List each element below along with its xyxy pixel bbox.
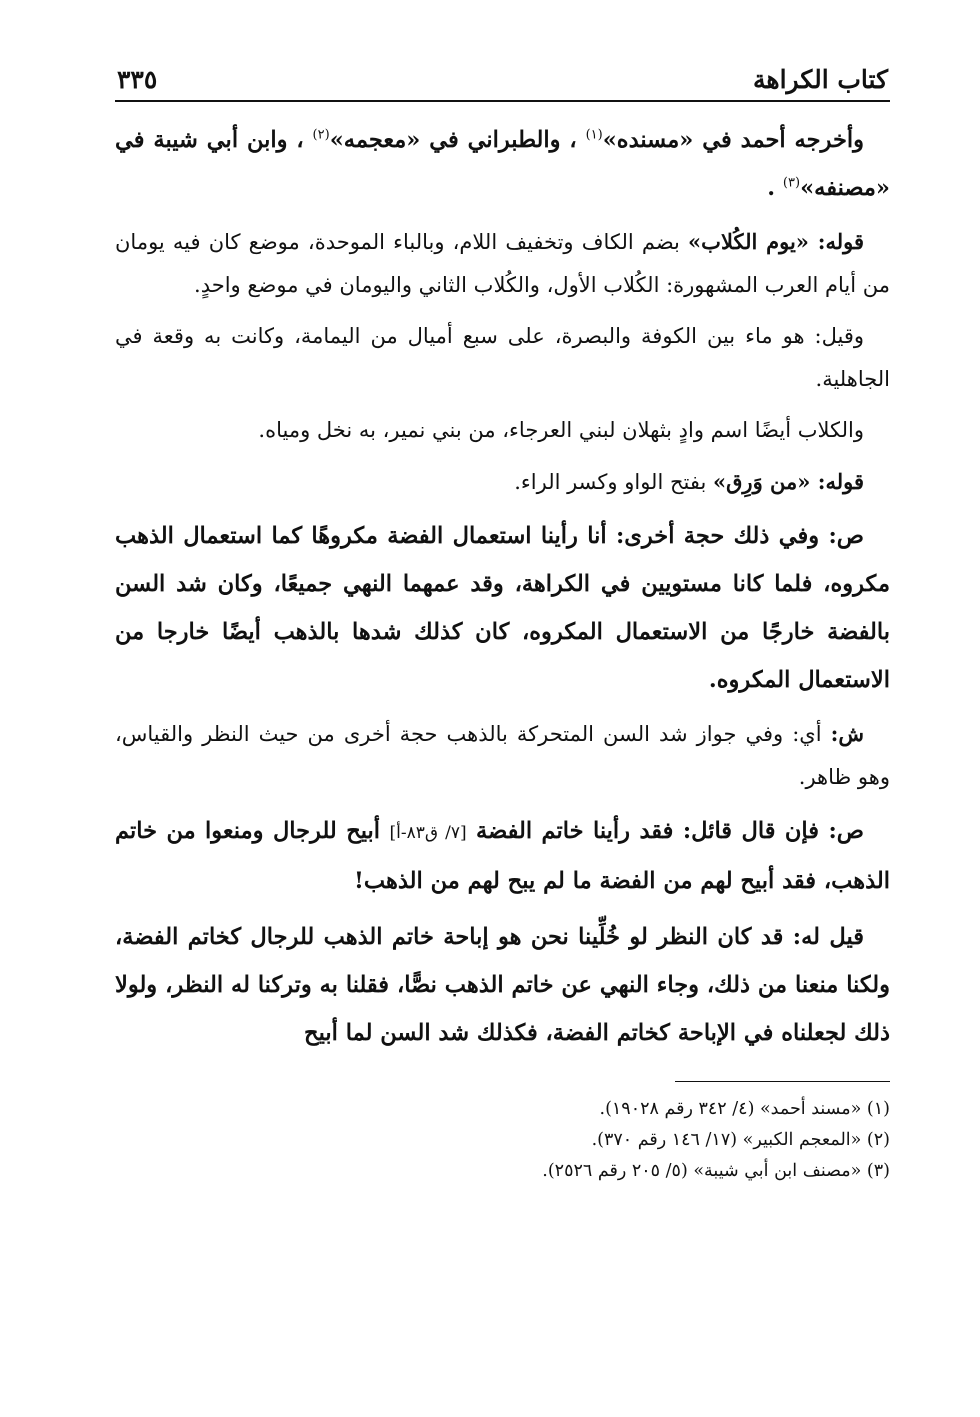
paragraph-sad-2 (115, 807, 890, 905)
paragraph-lead: ص: (828, 523, 864, 549)
running-header (115, 50, 890, 100)
page-number: ٣٣٥ (117, 65, 158, 94)
footnote-1: (١) «مسند أحمد» (٤/ ٣٤٢ رقم ١٩٠٢٨). (599, 1099, 890, 1119)
paragraph-text: والكلاب أيضًا اسم وادٍ بثهلان لبني العرجاء، من بني نمير، به نخل ومياه. (258, 418, 864, 442)
paragraph-text: أي: وفي جواز شد السن المتحركة بالذهب حجة أخرى من حيث النظر والقياس، وهو ظاهر. (115, 722, 890, 789)
header-rule (115, 100, 890, 102)
paragraph-sad-1 (115, 512, 890, 704)
manuscript-reference: [٧/ ق٨٣-أ] (389, 823, 467, 843)
paragraph-text: ، والطبراني في «معجمه» (329, 127, 577, 153)
paragraph-lead: قوله: «من وَرِق» (713, 469, 864, 494)
book-title: كتاب الكراهة (753, 65, 888, 94)
paragraph-shin (115, 712, 890, 799)
footnote-marker: (٣) (782, 175, 801, 191)
paragraph-text: وفي ذلك حجة أخرى: أنا رأينا استعمال الفضة مكروهًا كما استعمال الذهب مكروه، فلما كانا مستويين في الكراهة، وقد عمهما النهي جميعًا، وكان شد السن بالفضة خارجًا من الاستعمال المكروه، كان كذلك شدها بالذهب أيضًا خارجا من الاستعمال المكروه. (115, 523, 890, 693)
paragraph-text: وأخرجه أحمد في «مسنده» (602, 127, 864, 153)
paragraph-lead: ص: (828, 818, 865, 844)
paragraph-text: وقيل: هو ماء بين الكوفة والبصرة، على سبع أميال من اليمامة، وكانت به وقعة في الجاهلية. (115, 324, 890, 391)
paragraph-wa-qila (115, 315, 890, 401)
paragraph-text: . (767, 175, 776, 201)
footnote-2: (٢) «المعجم الكبير» (١٧/ ١٤٦ رقم ٣٧٠). (591, 1130, 890, 1150)
paragraph-text: فإن قال قائل: فقد رأينا خاتم الفضة (476, 818, 820, 844)
paragraph-yawm-al-kulab (115, 220, 890, 307)
paragraph-min-wariq (115, 460, 890, 504)
book-page (115, 50, 890, 1187)
paragraph-qila-lahu (115, 913, 890, 1057)
paragraph-text: بضم الكاف وتخفيف اللام، وبالباء الموحدة، موضع كان فيه يومان من أيام العرب المشهورة: الكُلاب الأول، والكُلاب الثاني واليومان في موضع واحدٍ. (115, 230, 890, 297)
footnote-3: (٣) «مصنف ابن أبي شيبة» (٥/ ٢٠٥ رقم ٢٥٢٦). (542, 1161, 890, 1181)
footnotes (115, 1094, 890, 1187)
paragraph-takhrij (115, 116, 890, 212)
footnote-separator (675, 1081, 890, 1082)
paragraph-lead: قوله: «يوم الكُلاب» (688, 229, 864, 254)
paragraph-text: قيل له: قد كان النظر لو خُلِّينا نحن هو إباحة خاتم الذهب للرجال كخاتم الفضة، ولكنا منعنا من ذلك، وجاء النهي عن خاتم الذهب نصًّا، فقلنا به وتركنا له النظر، ولولا ذلك لجعلناه في الإباحة كخاتم الفضة، فكذلك شد السن لما أبيح (115, 924, 890, 1046)
footnote-marker: (١) (585, 127, 603, 143)
paragraph-text: أبيح للرجال ومنعوا من خاتم الذهب، فقد أبيح لهم من الفضة ما لم يبح لهم من الذهب! (115, 818, 890, 894)
paragraph-text: ، وابن أبي شيبة في «مصنفه» (115, 127, 890, 201)
paragraph-text: بفتح الواو وكسر الراء. (514, 470, 707, 494)
footnote-marker: (٢) (312, 127, 330, 143)
paragraph-al-kilab (115, 409, 890, 452)
paragraph-lead: ش: (830, 721, 864, 746)
